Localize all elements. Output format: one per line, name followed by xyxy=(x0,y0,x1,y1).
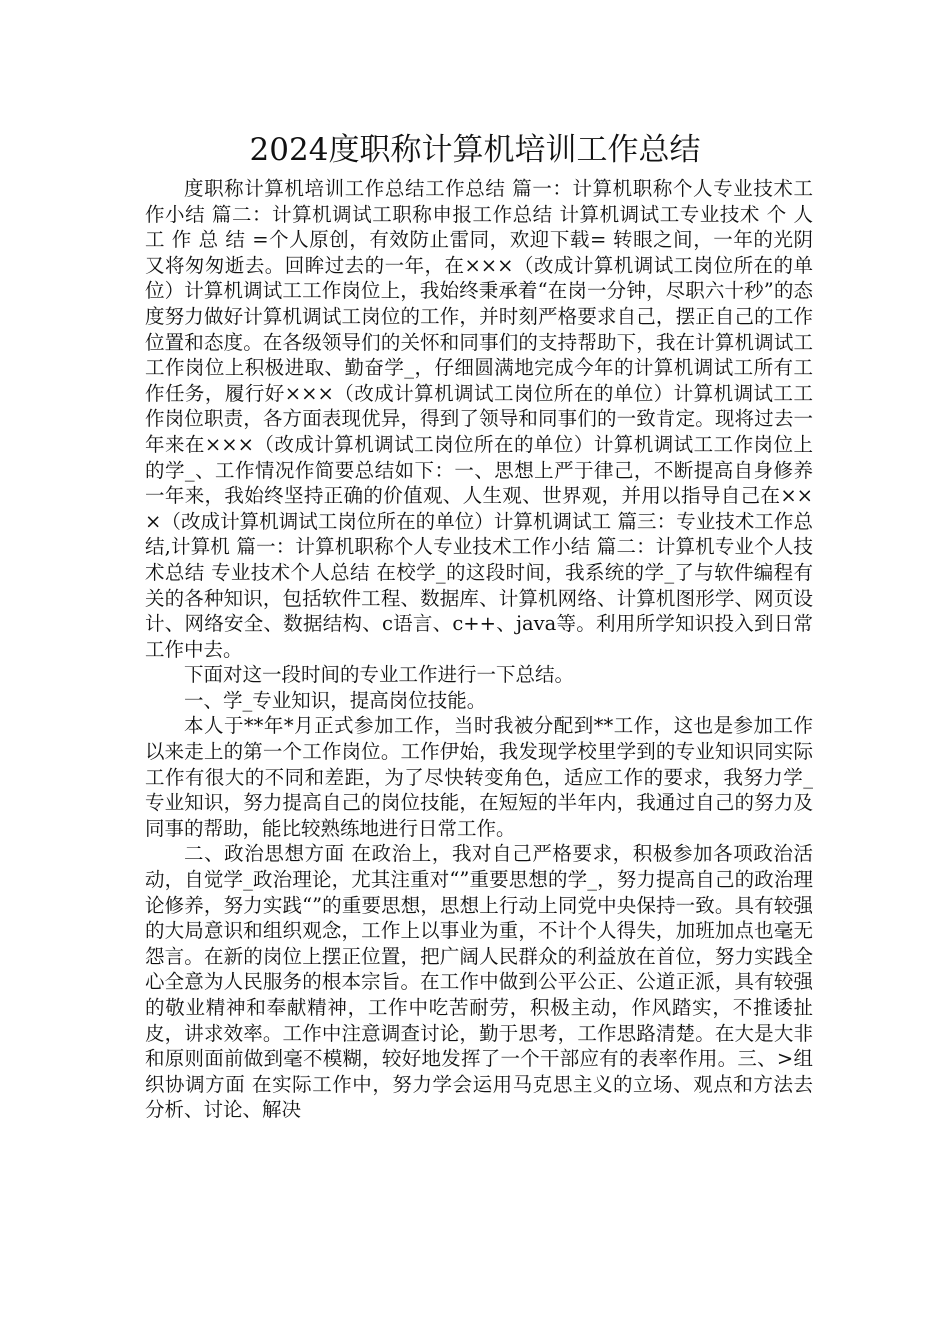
body-paragraph: 下面对这一段时间的专业工作进行一下总结。 xyxy=(184,663,575,687)
body-paragraph: 二、政治思想方面 在政治上，我对自己严格要求，积极参加各项政治活动，自觉学_政治理论，尤其注重对“”重要思想的学_，努力提高自己的政治理论修养，努力实践“”的重要思想，思想上行动上同党中央保持一致。具有较强的大局意识和组织观念，工作上以事业为重，不计个人得失，加班加点也毫无怨言。在新的岗位上摆正位置，把广阔人民群众的利益放在首位，努力实践全心全意为人民服务的根本宗旨。在工作中做到公平公正、公道正派，具有较强的敬业精神和奉献精神，工作中吃苦耐劳，积极主动，作风踏实，不推诿扯皮，讲求效率。工作中注意调查讨论，勤于思考，工作思路清楚。在大是大非和原则面前做到毫不模糊，较好地发挥了一个干部应有的表率作用。三、>组织协调方面 在实际工作中，努力学会运用马克思主义的立场、观点和方法去分析、讨论、解决 xyxy=(145,842,813,1122)
document-title: 2024度职称计算机培训工作总结 xyxy=(249,132,701,168)
body-paragraph: 度职称计算机培训工作总结工作总结 篇一：计算机职称个人专业技术工作小结 篇二：计算机调试工职称申报工作总结 计算机调试工专业技术 个 人 工 作 总 结 =个人原创，有效防止雷同，欢迎下载= 转眼之间，一年的光阴又将匆匆逝去。回眸过去的一年，在×××（改成计算机调试工岗位所在的单位）计算机调试工工作岗位上，我始终秉承着“在岗一分钟，尽职六十秒”的态度努力做好计算机调试工岗位的工作，并时刻严格要求自己，摆正自己的工作位置和态度。在各级领导们的关怀和同事们的支持帮助下，我在计算机调试工工作岗位上积极进取、勤奋学_，仔细圆满地完成今年的计算机调试工所有工作任务，履行好×××（改成计算机调试工岗位所在的单位）计算机调试工工作岗位职责，各方面表现优异，得到了领导和同事们的一致肯定。现将过去一年来在×××（改成计算机调试工岗位所在的单位）计算机调试工工作岗位上的学_、工作情况作简要总结如下：一、思想上严于律己，不断提高自身修养 一年来，我始终坚持正确的价值观、人生观、世界观，并用以指导自己在×××（改成计算机调试工岗位所在的单位）计算机调试工 篇三：专业技术工作总结,计算机 篇一：计算机职称个人专业技术工作小结 篇二：计算机专业个人技术总结 专业技术个人总结 在校学_的这段时间，我系统的学_了与软件编程有关的各种知识，包括软件工程、数据库、计算机网络、计算机图形学、网页设计、网络安全、数据结构、c语言、c++、java等。利用所学知识投入到日常工作中去。 xyxy=(145,177,820,661)
body-paragraph: 本人于**年*月正式参加工作，当时我被分配到**工作，这也是参加工作以来走上的第一个工作岗位。工作伊始，我发现学校里学到的专业知识同实际工作有很大的不同和差距，为了尽快转变角色，适应工作的要求，我努力学_专业知识，努力提高自己的岗位技能，在短短的半年内，我通过自己的努力及同事的帮助，能比较熟练地进行日常工作。 xyxy=(145,714,813,840)
body-paragraph: 一、学_专业知识，提高岗位技能。 xyxy=(184,688,487,712)
document-body xyxy=(145,176,820,1123)
